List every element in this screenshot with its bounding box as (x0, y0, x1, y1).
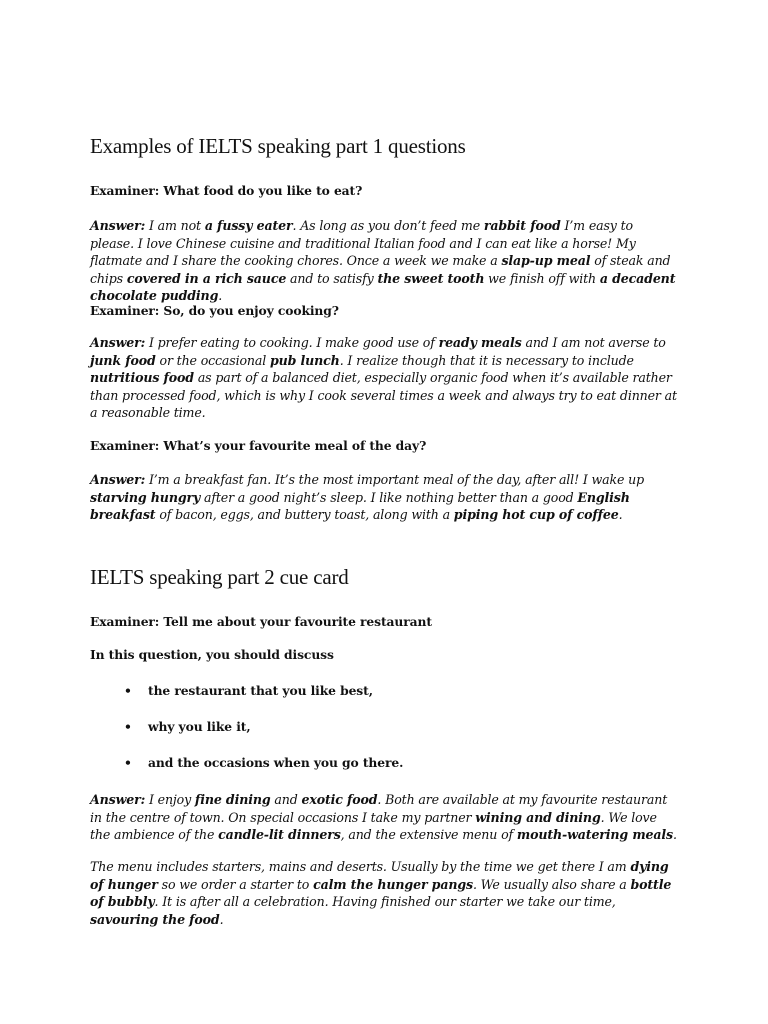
vocab-phrase: bottle of bubbly (90, 876, 672, 910)
cue-card-bullet (124, 755, 404, 770)
answer-label: Answer: (90, 218, 146, 233)
vocab-phrase: starving hungry (90, 489, 201, 505)
cue-card-bullet (124, 719, 251, 734)
answer-enjoy-cooking: Answer: I prefer eating to cooking. I make good use of ready meals and I am not averse to junk food or the occasional pub lunch. I realize though that it is necessary to include nutritious food as part of a balanced diet, especially organic food when it’s available rather than processed food, which is why I cook several times a week and always try to eat dinner at a reasonable time. (90, 335, 677, 421)
answer-label: Answer: (90, 472, 146, 487)
cue-card-bullet-text: and the occasions when you go there. (148, 755, 404, 770)
vocab-phrase: calm the hunger pangs (313, 876, 473, 892)
vocab-phrase: savouring the food (90, 911, 220, 927)
vocab-phrase: exotic food (301, 792, 378, 807)
answer-favourite-meal: Answer: I’m a breakfast fan. It’s the most important meal of the day, after all! I wake up starving hungry after a good night’s sleep. I like nothing better than a good English breakfast of bacon, eggs, and buttery toast, along with a piping hot cup of coffee. (90, 472, 645, 523)
bullet-dot-icon: • (124, 683, 132, 698)
section-heading-part1: Examples of IELTS speaking part 1 questions (90, 134, 466, 158)
cue-card-bullet (124, 683, 373, 698)
bullet-dot-icon: • (124, 719, 132, 734)
question-food-like: Examiner: What food do you like to eat? (90, 183, 363, 198)
vocab-phrase: ready meals (438, 335, 522, 350)
vocab-phrase: rabbit food (483, 218, 561, 233)
vocab-phrase: slap-up meal (501, 253, 591, 269)
answer-continuation: The menu includes starters, mains and deserts. Usually by the time we get there I am dying of hunger so we order a starter to calm the hunger pangs. We usually also share a bottle of bubbly. It is after all a celebration. Having finished our starter we take our time, savouring the food. (90, 859, 672, 927)
question-favourite-meal: Examiner: What’s your favourite meal of the day? (90, 438, 427, 453)
vocab-phrase: the sweet tooth (377, 270, 485, 286)
vocab-phrase: piping hot cup of coffee (453, 507, 619, 523)
vocab-phrase: mouth-watering meals (516, 827, 673, 843)
vocab-phrase: fine dining (194, 792, 271, 807)
vocab-phrase: dying of hunger (90, 859, 669, 892)
vocab-phrase: nutritious food (90, 370, 194, 386)
answer-favourite-restaurant: Answer: I enjoy fine dining and exotic food. Both are available at my favourite restaurant in the centre of town. On special occasions I take my partner wining and dining. We love the ambience of the candle-lit dinners, and the extensive menu of mouth-watering meals. (90, 792, 677, 843)
answer-label: Answer: (90, 792, 146, 807)
section-heading-part2: IELTS speaking part 2 cue card (90, 565, 349, 589)
vocab-phrase: candle-lit dinners (218, 827, 341, 843)
cue-card-bullet-text: the restaurant that you like best, (148, 683, 373, 698)
vocab-phrase: wining and dining (475, 809, 601, 825)
bullet-dot-icon: • (124, 755, 132, 770)
vocab-phrase: covered in a rich sauce (126, 270, 287, 286)
vocab-phrase: junk food (90, 352, 156, 368)
question-enjoy-cooking: Examiner: So, do you enjoy cooking? (90, 303, 339, 318)
answer-food-like: Answer: I am not a fussy eater. As long as you don’t feed me rabbit food I’m easy to please. I love Chinese cuisine and traditional Italian food and I can eat like a horse! My flatmate and I share the cooking chores. Once a week we make a slap-up meal of steak and chips covered in a rich sauce and to satisfy the sweet tooth we finish off with a decadent chocolate pudding. (90, 218, 676, 304)
cue-card-bullet-text: why you like it, (148, 719, 251, 734)
answer-label: Answer: (90, 335, 146, 350)
vocab-phrase: a decadent chocolate pudding (90, 270, 676, 304)
question-favourite-restaurant: Examiner: Tell me about your favourite restaurant (90, 614, 432, 629)
vocab-phrase: pub lunch (269, 352, 340, 368)
vocab-phrase: English breakfast (90, 489, 630, 523)
cue-card-intro: In this question, you should discuss (90, 647, 334, 662)
vocab-phrase: a fussy eater (204, 218, 293, 233)
